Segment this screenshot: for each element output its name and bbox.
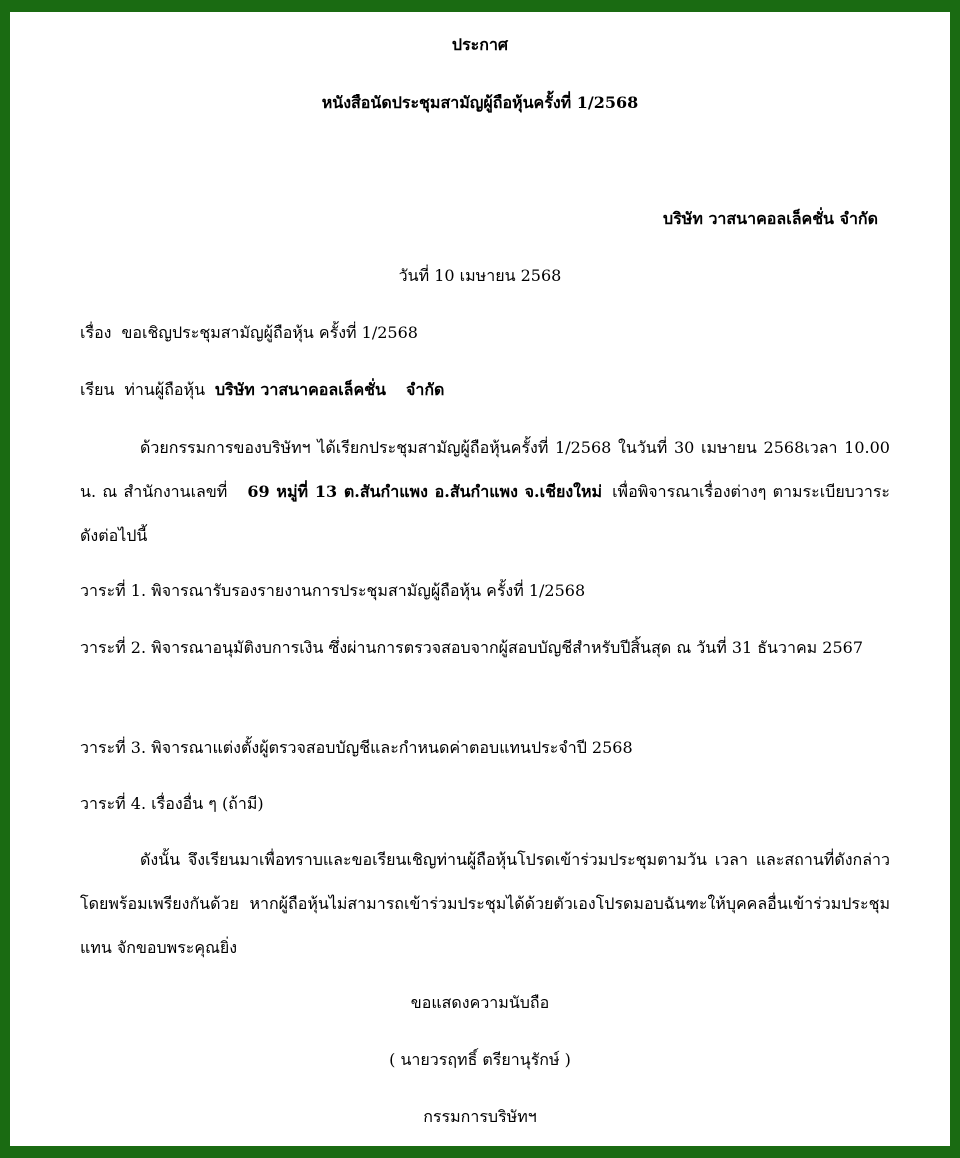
closing-paragraph: ดังนั้น จึงเรียนมาเพื่อทราบและขอเรียนเชิญท่านผู้ถือหุ้นโปรดเข้าร่วมประชุมตามวัน เวลา และสถานที่ดังกล่าวโดยพร้อมเพรียงกันด้วย หากผู้ถือหุ้นไม่สามารถเข้าร่วมประชุมได้ด้วยตัวเองโปรดมอบฉันฑะให้บุคคลอื่นเข้าร่วมประชุมแทน จักขอบพระคุณยิ่ง [80,850,890,957]
page-title: ประกาศ [451,35,509,54]
intro-text-part2: เพื่อพิจารณาเรื่องต่างๆ ตามระเบียบวาระดังต่อไปนี้ [80,482,891,545]
agenda-item-3: วาระที่ 3. พิจารณาแต่งตั้งผู้ตรวจสอบบัญชีและกำหนดค่าตอบแทนประจำปี 2568 [80,738,633,757]
meeting-address: 69 หมู่ที่ 13 ต.สันกำแพง อ.สันกำแพง จ.เชียงใหม่ [247,482,603,501]
agenda-item-2: วาระที่ 2. พิจารณาอนุมัติงบการเงิน ซึ่งผ่านการตรวจสอบจากผู้สอบบัญชีสำหรับปีสิ้นสุด ณ วันที่ 31 ธันวาคม 2567 [80,638,864,657]
recipient-label: เรียน [80,380,115,399]
announcement-page [10,12,950,1146]
page-subtitle: หนังสือนัดประชุมสามัญผู้ถือหุ้นครั้งที่ 1/2568 [321,93,639,112]
recipient-text: ท่านผู้ถือหุ้น [124,380,205,399]
recipient-company: บริษัท วาสนาคอลเล็คชั่น [215,380,386,399]
subject-line [80,322,418,344]
recipient-line [80,379,444,401]
agenda-item-1: วาระที่ 1. พิจารณารับรองรายงานการประชุมสามัญผู้ถือหุ้น ครั้งที่ 1/2568 [80,581,586,600]
recipient-suffix: จำกัด [405,380,445,399]
subject-label: เรื่อง [80,323,112,342]
signatory-name: ( นายวรฤทธิ์ ตรียานุรักษ์ ) [389,1050,571,1069]
document-date: วันที่ 10 เมษายน 2568 [398,266,562,285]
company-name: บริษัท วาสนาคอลเล็คชั่น จำกัด [663,209,878,228]
agenda-item-4: วาระที่ 4. เรื่องอื่น ๆ (ถ้ามี) [80,794,264,813]
intro-paragraph [80,426,890,558]
subject-text: ขอเชิญประชุมสามัญผู้ถือหุ้น ครั้งที่ 1/2568 [121,323,418,342]
regards-line: ขอแสดงความนับถือ [410,993,550,1012]
intro-text-part1: ด้วยกรรมการของบริษัทฯ ได้เรียกประชุมสามัญผู้ถือหุ้นครั้งที่ 1/2568 ในวันที่ 30 เมษายน 2568เวลา 10.00 น. ณ สำนักงานเลขที่ [80,438,890,501]
signatory-position: กรรมการบริษัทฯ [423,1107,537,1126]
